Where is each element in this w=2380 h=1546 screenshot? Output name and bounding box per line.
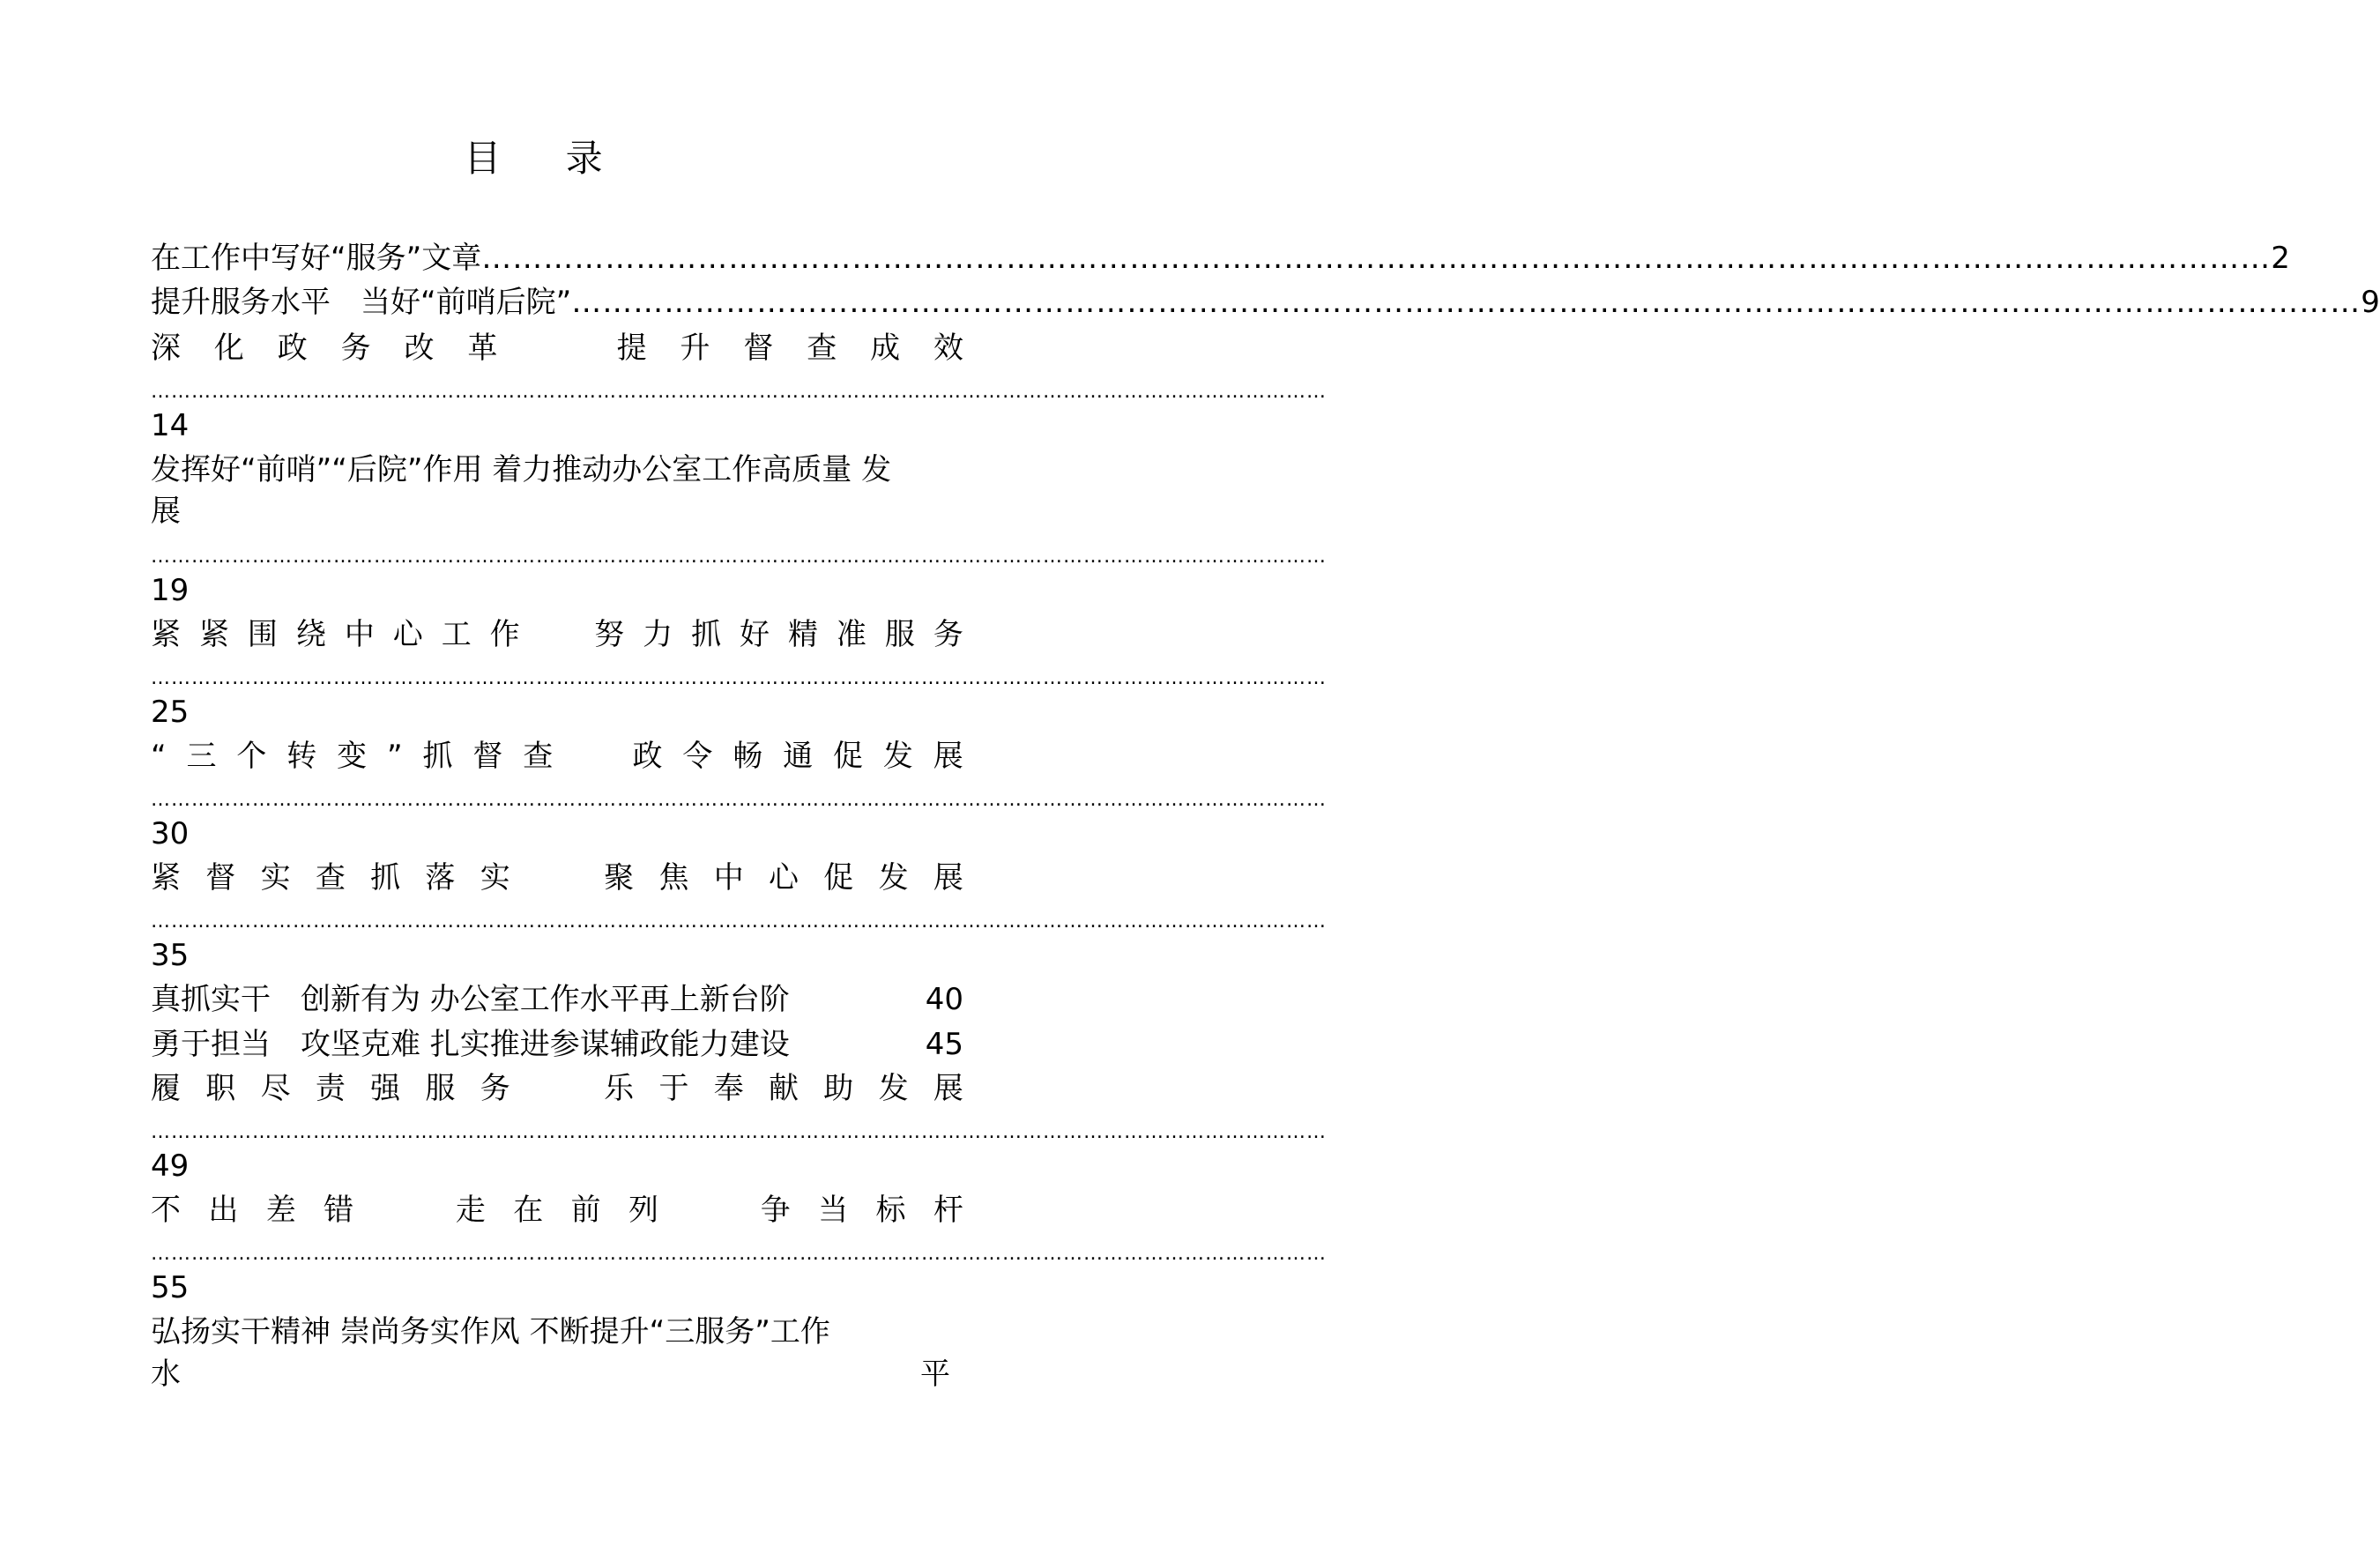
title-char: 强 <box>370 1071 401 1106</box>
title-char: 督 <box>472 739 503 774</box>
title-char: 发 <box>882 739 913 774</box>
title-char: 献 <box>769 1071 799 1106</box>
title-char: “ <box>151 739 167 774</box>
title-char: 奉 <box>713 1071 744 1106</box>
toc-page-number: 9 <box>2361 285 2380 320</box>
title-char: 升 <box>680 331 710 366</box>
toc-page-number: 25 <box>151 695 190 730</box>
toc-entry-title[interactable]: 真抓实干 创新有为 办公室工作水平再上新台阶 <box>151 982 790 1017</box>
title-char: 政 <box>277 331 308 366</box>
title-char: 于 <box>658 1071 689 1106</box>
toc-entry-title[interactable] <box>151 1067 963 1111</box>
title-char: 当 <box>818 1193 849 1228</box>
title-char: 发 <box>878 1071 909 1106</box>
title-char: 聚 <box>604 860 635 896</box>
title-gap <box>574 326 584 370</box>
toc-leader-dots: ………………………………………………………………………………………………………………………………………………………… <box>151 381 1327 403</box>
title-gap <box>686 1188 695 1232</box>
title-char: 心 <box>392 617 423 652</box>
toc-entry-title-continued[interactable]: 水 <box>151 1356 181 1392</box>
title-char: 在 <box>513 1193 544 1228</box>
title-char: 紧 <box>151 617 181 652</box>
toc-entry[interactable] <box>151 280 2380 324</box>
title-char: 化 <box>213 331 244 366</box>
title-char: 服 <box>884 617 915 652</box>
title-char: 履 <box>151 1071 181 1106</box>
toc-leader-dots: ………………………………………………………………………………………………………………………………………………………… <box>151 546 1327 568</box>
toc-page-number: 49 <box>151 1148 190 1184</box>
title-char: 落 <box>425 860 456 896</box>
title-char: 差 <box>265 1193 296 1228</box>
title-char: 标 <box>875 1193 906 1228</box>
toc-entry-title[interactable] <box>151 734 963 778</box>
title-char: 服 <box>425 1071 456 1106</box>
toc-page-number: 55 <box>151 1270 190 1305</box>
title-gap <box>724 1188 733 1232</box>
title-gap <box>535 856 545 900</box>
title-gap <box>569 856 579 900</box>
title-char: 发 <box>878 860 909 896</box>
title-char: 展 <box>933 739 963 774</box>
title-char: 效 <box>933 331 963 366</box>
title-char: 督 <box>743 331 774 366</box>
toc-entry-title[interactable] <box>151 613 963 657</box>
title-char: 务 <box>340 331 371 366</box>
title-gap <box>419 1188 428 1232</box>
toc-entry-title-continued[interactable]: 展 <box>151 494 181 529</box>
title-char: 努 <box>594 617 625 652</box>
title-char: 实 <box>480 860 510 896</box>
title-char: 作 <box>489 617 520 652</box>
toc-leader-dots: ………………………………………………………………………………………………………………………………………………………… <box>571 285 2361 320</box>
toc-entry-title-continued[interactable]: 平 <box>920 1356 950 1392</box>
title-char: 争 <box>760 1193 791 1228</box>
title-char: 力 <box>643 617 673 652</box>
title-char: 查 <box>315 860 346 896</box>
title-char: 务 <box>933 617 963 652</box>
title-char: 变 <box>337 739 368 774</box>
title-char: 好 <box>740 617 770 652</box>
toc-leader-dots: ………………………………………………………………………………………………………………………………………………………… <box>151 789 1327 811</box>
title-char: 尽 <box>260 1071 291 1106</box>
title-char: 抓 <box>370 860 401 896</box>
title-char: 职 <box>205 1071 236 1106</box>
title-char: 成 <box>870 331 901 366</box>
title-char: 通 <box>783 739 814 774</box>
toc-leader-dots: ………………………………………………………………………………………………………………………………………………………… <box>151 911 1327 933</box>
title-char: 准 <box>836 617 866 652</box>
title-char: 三 <box>186 739 217 774</box>
title-char: 促 <box>823 860 854 896</box>
toc-leader-dots: ………………………………………………………………………………………………………………………………………………………… <box>151 667 1327 689</box>
title-char: 政 <box>632 739 663 774</box>
title-gap <box>535 1067 545 1111</box>
title-char: 杆 <box>933 1193 963 1228</box>
toc-leader-dots: ………………………………………………………………………………………………………………………………………………………… <box>481 241 2272 276</box>
title-char: 深 <box>151 331 181 366</box>
title-char: 列 <box>628 1193 658 1228</box>
title-char: 转 <box>286 739 317 774</box>
title-char: 围 <box>247 617 278 652</box>
title-char: 个 <box>236 739 267 774</box>
toc-page-number: 14 <box>151 408 190 443</box>
title-gap <box>569 1067 579 1111</box>
title-char: 不 <box>151 1193 181 1228</box>
title-gap <box>531 326 540 370</box>
title-char: 展 <box>933 1071 963 1106</box>
toc-page-number: 45 <box>925 1027 963 1062</box>
title-gap <box>566 613 576 657</box>
title-gap <box>573 734 583 778</box>
title-char: 前 <box>570 1193 601 1228</box>
title-char: 务 <box>480 1071 510 1106</box>
toc-entry-title[interactable]: 勇于担当 攻坚克难 扎实推进参谋辅政能力建设 <box>151 1027 790 1062</box>
title-char: 抓 <box>422 739 453 774</box>
title-char: 展 <box>933 860 963 896</box>
title-char: 实 <box>260 860 291 896</box>
toc-page-number: 40 <box>925 982 963 1017</box>
title-gap <box>603 734 613 778</box>
toc-page-number: 19 <box>151 573 190 608</box>
toc-entry[interactable] <box>151 236 2290 280</box>
toc-page-number: 2 <box>2271 241 2290 276</box>
title-char: 工 <box>441 617 472 652</box>
title-char: 精 <box>787 617 818 652</box>
title-char: 革 <box>467 331 498 366</box>
toc-leader-dots: ………………………………………………………………………………………………………………………………………………………… <box>151 1121 1327 1143</box>
title-gap <box>382 1188 391 1232</box>
title-char: 焦 <box>658 860 689 896</box>
title-char: 乐 <box>604 1071 635 1106</box>
toc-entry-title[interactable] <box>151 856 963 900</box>
title-char: 督 <box>205 860 236 896</box>
title-char: 中 <box>344 617 375 652</box>
toc-page-number: 30 <box>151 816 190 851</box>
page-title: 目 录 <box>464 137 629 180</box>
title-char: 查 <box>807 331 837 366</box>
title-char: 提 <box>616 331 647 366</box>
title-char: 出 <box>208 1193 239 1228</box>
title-char: 中 <box>713 860 744 896</box>
title-char: 畅 <box>733 739 763 774</box>
title-char: ” <box>387 739 403 774</box>
toc-leader-dots: ………………………………………………………………………………………………………………………………………………………… <box>151 1243 1327 1265</box>
title-char: 助 <box>823 1071 854 1106</box>
title-char: 心 <box>769 860 799 896</box>
title-char: 紧 <box>151 860 181 896</box>
title-char: 改 <box>404 331 435 366</box>
title-char: 绕 <box>295 617 326 652</box>
title-char: 查 <box>523 739 554 774</box>
toc-entry-title[interactable]: 发挥好“前哨”“后院”作用 着力推动办公室工作高质量 发 <box>151 452 892 487</box>
toc-entry-title: 提升服务水平 当好“前哨后院” <box>151 285 572 320</box>
toc-entry-title[interactable] <box>151 326 963 370</box>
title-char: 令 <box>682 739 713 774</box>
title-char: 促 <box>833 739 863 774</box>
title-char: 责 <box>315 1071 346 1106</box>
title-gap <box>539 613 548 657</box>
title-char: 紧 <box>198 617 229 652</box>
title-char: 抓 <box>691 617 722 652</box>
toc-entry-title[interactable]: 弘扬实干精神 崇尚务实作风 不断提升“三服务”工作 <box>151 1314 830 1349</box>
title-char: 错 <box>324 1193 354 1228</box>
toc-page-number: 35 <box>151 938 190 973</box>
toc-entry-title[interactable] <box>151 1188 963 1232</box>
toc-entry-title: 在工作中写好“服务”文章 <box>151 241 482 276</box>
title-char: 走 <box>455 1193 486 1228</box>
